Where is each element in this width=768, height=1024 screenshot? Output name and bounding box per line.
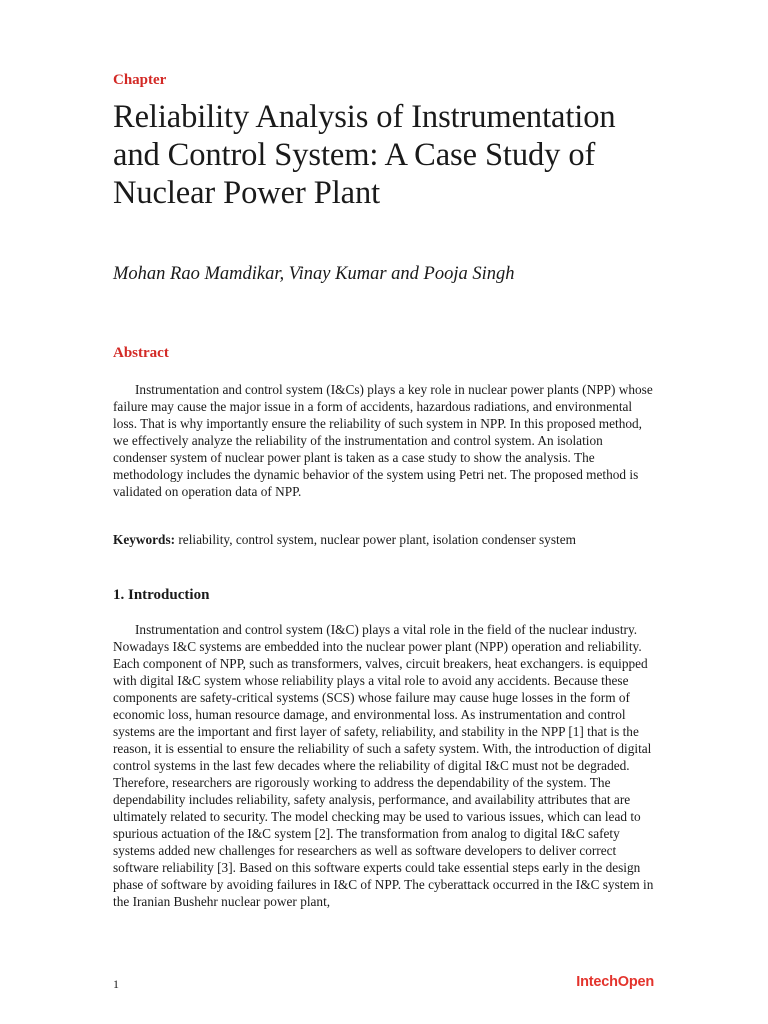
introduction-paragraph: Instrumentation and control system (I&C) plays a vital role in the field of the nuclear industry. Nowadays I&C systems are embedded into the nuclear power plant (NPP) operation and reliability. Each component of NPP, such as transformers, valves, circuit breakers, heat exchangers. is equipped with digital I&C system whose reliability plays a vital role to avoid any accidents. Because these components are safety-critical systems (SCS) whose failure may cause huge losses in the form of economic loss, human resource damage, and environmental loss. As instrumentation and control systems are the important and first layer of safety, reliability, and stability in the NPP [1] that is the reason, it is essential to ensure the reliability of such a safety system. With, the introduction of digital control systems in the last few decades where the reliability of digital I&C must not be degraded. Therefore, researchers are rigorously working to address the dependability of the system. The dependability includes reliability, safety analysis, performance, and availability attributes that are ultimately related to security. The model checking may be used to various issues, which can lead to spurious actuation of the I&C system [2]. The transformation from analog to digital I&C safety systems added new challenges for researchers as well as software developers to deliver correct software reliability [3]. Based on this software experts could take essential steps early in the design phase of software by avoiding failures in I&C of NPP. The cyberattack occurred in the I&C system in the Iranian Bushehr nuclear power plant, bbox=[113, 622, 654, 909]
publisher-logo: IntechOpen bbox=[576, 974, 654, 990]
chapter-label: Chapter bbox=[113, 72, 167, 88]
abstract-paragraph: Instrumentation and control system (I&Cs) plays a key role in nuclear power plants (NPP) whose failure may cause the major issue in a form of accidents, hazardous radiations, and environmental loss. That is why importantly ensure the reliability of such system in NPP. In this proposed method, we effectively analyze the reliability of the instrumentation and control system. An isolation condenser system of nuclear power plant is taken as a case study to show the analysis. The methodology includes the dynamic behavior of the system using Petri net. The proposed method is validated on operation data of NPP. bbox=[113, 382, 653, 499]
page-number: 1 bbox=[113, 977, 119, 991]
keywords-line bbox=[113, 531, 658, 548]
section-heading-introduction: 1. Introduction bbox=[113, 587, 210, 603]
keywords-label: Keywords: bbox=[113, 532, 176, 547]
chapter-title: Reliability Analysis of Instrumentation and Control System: A Case Study of Nuclear Power Plant bbox=[113, 99, 616, 211]
abstract-heading: Abstract bbox=[113, 345, 169, 361]
keywords-text: reliability, control system, nuclear power plant, isolation condenser system bbox=[175, 532, 576, 547]
author-list: Mohan Rao Mamdikar, Vinay Kumar and Pooja Singh bbox=[113, 264, 515, 284]
document-page bbox=[113, 0, 658, 1024]
